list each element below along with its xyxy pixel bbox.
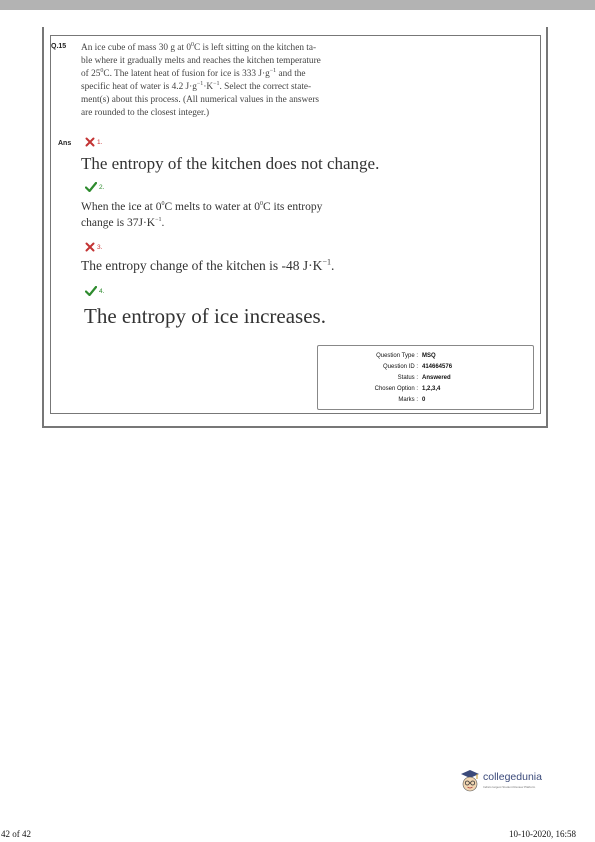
- logo-wordmark: collegedunia: [483, 771, 542, 783]
- logo-tagline: India's largest Student Review Platform: [483, 785, 536, 789]
- option-2-mark: [85, 182, 104, 192]
- info-label: Status :: [397, 375, 418, 381]
- status-value: Answered: [422, 375, 451, 381]
- question-line-5: ment(s) about this process. (All numerical values in the answers: [81, 95, 320, 105]
- cross-icon: [85, 137, 95, 147]
- chosen-option-value: 1,2,3,4: [422, 386, 441, 392]
- option-2-line-2: change is $37J\cdot K^{-1}$.: [81, 217, 165, 229]
- graduate-mascot-icon: [459, 768, 481, 794]
- question-id-value: 414664576: [422, 364, 453, 370]
- info-label: Question ID :: [382, 364, 418, 370]
- cross-icon: [85, 242, 95, 252]
- option-2-line-1: When the ice at $0^0C$ melts to water at $0^0C$ its entropy: [81, 201, 323, 213]
- option-number: 2.: [99, 183, 105, 191]
- print-datetime: 10-10-2020, 16:58: [509, 829, 576, 839]
- marks-value: 0: [422, 397, 426, 403]
- question-line-1: An ice cube of mass 30 g at $0^0C$ is left sitting on the kitchen ta-: [81, 41, 317, 53]
- info-label: Question Type :: [376, 353, 418, 359]
- option-number: 3.: [97, 243, 103, 251]
- answer-label: Ans: [58, 140, 72, 147]
- question-line-6: are rounded to the closest integer.): [81, 108, 210, 118]
- info-label: Chosen Option :: [374, 386, 418, 392]
- question-line-3: of $25^0C$. The latent heat of fusion for ice is 333 $J\cdot g^{-1}$ and the: [81, 67, 306, 79]
- option-1-text: The entropy of the kitchen does not change.: [81, 154, 380, 173]
- collegedunia-logo: [459, 768, 559, 796]
- option-3-mark: [85, 242, 102, 252]
- option-4-mark: [85, 286, 104, 296]
- question-info-box: [317, 345, 534, 410]
- page-number: 42 of 42: [1, 829, 31, 839]
- question-type-value: MSQ: [422, 353, 436, 359]
- question-text: [81, 42, 381, 120]
- check-icon: [85, 286, 97, 296]
- top-bar: [0, 0, 595, 10]
- question-line-2: ble where it gradually melts and reaches the kitchen temperature: [81, 56, 321, 66]
- option-4-text: The entropy of ice increases.: [84, 304, 326, 328]
- option-number: 4.: [99, 287, 105, 295]
- option-number: 1.: [97, 138, 103, 146]
- option-2-text: [81, 199, 322, 231]
- question-line-4: specific heat of water is 4.2 $J\cdot g^{-1}\cdot K^{-1}$. Select the correct state-: [81, 80, 312, 92]
- check-icon: [85, 182, 97, 192]
- option-1-mark: [85, 137, 102, 147]
- info-label: Marks :: [398, 397, 418, 403]
- option-3-text: The entropy change of the kitchen is -48 $J\cdot K^{-1}$.: [81, 257, 335, 273]
- question-number: Q.15: [51, 43, 67, 50]
